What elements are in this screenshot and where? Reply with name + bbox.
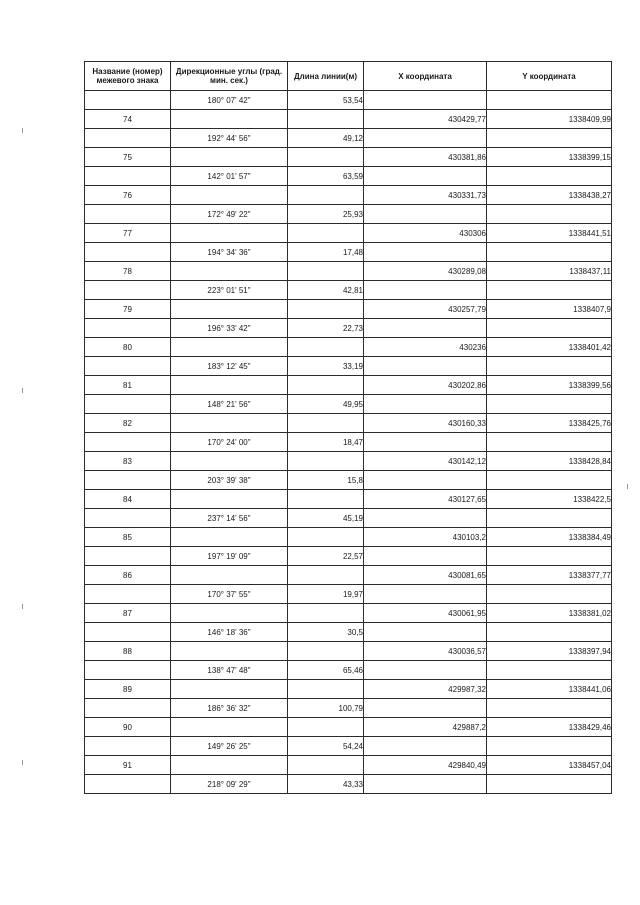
line-length-cell: 42,81 xyxy=(288,281,364,300)
line-length-cell xyxy=(288,414,364,433)
line-length-cell: 100,79 xyxy=(288,699,364,718)
line-length-cell xyxy=(288,452,364,471)
point-name-cell: 78 xyxy=(85,262,171,281)
line-length-cell xyxy=(288,604,364,623)
x-coordinate-cell xyxy=(364,281,487,300)
line-length-cell: 22,57 xyxy=(288,547,364,566)
y-coordinate-cell xyxy=(487,737,612,756)
point-row xyxy=(85,680,612,699)
y-coordinate-cell xyxy=(487,509,612,528)
direction-angle-cell: 192° 44' 56" xyxy=(171,129,288,148)
line-length-cell xyxy=(288,756,364,775)
segment-row xyxy=(85,205,612,224)
point-name-cell xyxy=(85,509,171,528)
direction-angle-cell xyxy=(171,756,288,775)
line-length-cell xyxy=(288,642,364,661)
segment-row xyxy=(85,357,612,376)
point-row xyxy=(85,604,612,623)
line-length-cell xyxy=(288,110,364,129)
point-name-cell xyxy=(85,661,171,680)
direction-angle-cell xyxy=(171,604,288,623)
x-coordinate-cell: 430236 xyxy=(364,338,487,357)
y-coordinate-cell: 1338401,42 xyxy=(487,338,612,357)
x-coordinate-cell: 430331,73 xyxy=(364,186,487,205)
scan-mark xyxy=(22,760,23,765)
point-name-cell: 85 xyxy=(85,528,171,547)
y-coordinate-cell xyxy=(487,775,612,794)
y-coordinate-cell: 1338438,27 xyxy=(487,186,612,205)
y-coordinate-cell xyxy=(487,547,612,566)
direction-angle-cell xyxy=(171,642,288,661)
point-name-cell: 76 xyxy=(85,186,171,205)
direction-angle-cell xyxy=(171,452,288,471)
direction-angle-cell: 237° 14' 56" xyxy=(171,509,288,528)
point-row xyxy=(85,528,612,547)
direction-angle-cell xyxy=(171,490,288,509)
direction-angle-cell xyxy=(171,528,288,547)
direction-angle-cell: 186° 36' 32" xyxy=(171,699,288,718)
direction-angle-cell: 196° 33' 42" xyxy=(171,319,288,338)
y-coordinate-cell xyxy=(487,471,612,490)
direction-angle-cell: 203° 39' 38" xyxy=(171,471,288,490)
line-length-cell: 45,19 xyxy=(288,509,364,528)
x-coordinate-cell: 430036,57 xyxy=(364,642,487,661)
direction-angle-cell: 142° 01' 57" xyxy=(171,167,288,186)
point-name-cell xyxy=(85,205,171,224)
point-name-cell: 86 xyxy=(85,566,171,585)
y-coordinate-cell: 1338429,46 xyxy=(487,718,612,737)
line-length-cell: 49,12 xyxy=(288,129,364,148)
direction-angle-cell: 180° 07' 42" xyxy=(171,91,288,110)
point-row xyxy=(85,376,612,395)
y-coordinate-cell xyxy=(487,243,612,262)
point-name-cell xyxy=(85,281,171,300)
direction-angle-cell xyxy=(171,376,288,395)
point-name-cell xyxy=(85,775,171,794)
point-row xyxy=(85,338,612,357)
line-length-cell xyxy=(288,528,364,547)
point-row xyxy=(85,262,612,281)
segment-row xyxy=(85,91,612,110)
x-coordinate-cell xyxy=(364,357,487,376)
point-row xyxy=(85,756,612,775)
x-coordinate-cell: 430127,65 xyxy=(364,490,487,509)
line-length-cell: 30,5 xyxy=(288,623,364,642)
point-name-cell xyxy=(85,585,171,604)
point-name-cell: 82 xyxy=(85,414,171,433)
y-coordinate-cell: 1338399,56 xyxy=(487,376,612,395)
point-name-cell xyxy=(85,547,171,566)
x-coordinate-cell xyxy=(364,775,487,794)
line-length-cell: 25,93 xyxy=(288,205,364,224)
header-x-coordinate: X координата xyxy=(364,62,487,91)
line-length-cell: 43,33 xyxy=(288,775,364,794)
point-name-cell: 89 xyxy=(85,680,171,699)
direction-angle-cell xyxy=(171,414,288,433)
line-length-cell xyxy=(288,718,364,737)
direction-angle-cell xyxy=(171,300,288,319)
segment-row xyxy=(85,319,612,338)
point-name-cell: 83 xyxy=(85,452,171,471)
y-coordinate-cell: 1338381,02 xyxy=(487,604,612,623)
point-name-cell: 91 xyxy=(85,756,171,775)
point-row xyxy=(85,718,612,737)
header-line-length: Длина линии(м) xyxy=(288,62,364,91)
point-name-cell: 90 xyxy=(85,718,171,737)
segment-row xyxy=(85,737,612,756)
segment-row xyxy=(85,699,612,718)
direction-angle-cell: 223° 01' 51" xyxy=(171,281,288,300)
point-name-cell xyxy=(85,699,171,718)
segment-row xyxy=(85,433,612,452)
y-coordinate-cell: 1338441,06 xyxy=(487,680,612,699)
direction-angle-cell xyxy=(171,110,288,129)
point-name-cell xyxy=(85,167,171,186)
y-coordinate-cell: 1338384,49 xyxy=(487,528,612,547)
x-coordinate-cell: 430160,33 xyxy=(364,414,487,433)
direction-angle-cell: 170° 24' 00" xyxy=(171,433,288,452)
table-body xyxy=(85,91,612,794)
table-header-row xyxy=(85,62,612,91)
direction-angle-cell: 146° 18' 36" xyxy=(171,623,288,642)
y-coordinate-cell: 1338441,51 xyxy=(487,224,612,243)
line-length-cell: 17,48 xyxy=(288,243,364,262)
point-name-cell xyxy=(85,357,171,376)
direction-angle-cell: 194° 34' 36" xyxy=(171,243,288,262)
line-length-cell: 19,97 xyxy=(288,585,364,604)
line-length-cell xyxy=(288,224,364,243)
segment-row xyxy=(85,547,612,566)
header-direction-angle: Дирекционные углы (град. мин. сек.) xyxy=(171,62,288,91)
y-coordinate-cell xyxy=(487,281,612,300)
scan-mark xyxy=(22,388,23,393)
x-coordinate-cell xyxy=(364,623,487,642)
line-length-cell: 15,8 xyxy=(288,471,364,490)
segment-row xyxy=(85,509,612,528)
point-name-cell xyxy=(85,623,171,642)
x-coordinate-cell: 430289,08 xyxy=(364,262,487,281)
line-length-cell: 18,47 xyxy=(288,433,364,452)
point-name-cell xyxy=(85,433,171,452)
y-coordinate-cell xyxy=(487,623,612,642)
point-name-cell: 88 xyxy=(85,642,171,661)
x-coordinate-cell xyxy=(364,471,487,490)
x-coordinate-cell xyxy=(364,395,487,414)
direction-angle-cell xyxy=(171,566,288,585)
y-coordinate-cell: 1338437,11 xyxy=(487,262,612,281)
x-coordinate-cell xyxy=(364,547,487,566)
segment-row xyxy=(85,623,612,642)
line-length-cell: 65,46 xyxy=(288,661,364,680)
point-row xyxy=(85,490,612,509)
x-coordinate-cell: 430103,2 xyxy=(364,528,487,547)
y-coordinate-cell: 1338399,15 xyxy=(487,148,612,167)
y-coordinate-cell: 1338407,9 xyxy=(487,300,612,319)
direction-angle-cell: 197° 19' 09" xyxy=(171,547,288,566)
line-length-cell: 54,24 xyxy=(288,737,364,756)
y-coordinate-cell xyxy=(487,91,612,110)
boundary-points-table xyxy=(84,61,612,794)
point-name-cell: 75 xyxy=(85,148,171,167)
line-length-cell xyxy=(288,566,364,585)
point-row xyxy=(85,642,612,661)
y-coordinate-cell xyxy=(487,699,612,718)
y-coordinate-cell xyxy=(487,585,612,604)
x-coordinate-cell: 430142,12 xyxy=(364,452,487,471)
segment-row xyxy=(85,471,612,490)
point-row xyxy=(85,224,612,243)
y-coordinate-cell xyxy=(487,433,612,452)
segment-row xyxy=(85,775,612,794)
direction-angle-cell xyxy=(171,262,288,281)
y-coordinate-cell: 1338377,77 xyxy=(487,566,612,585)
direction-angle-cell: 149° 26' 25" xyxy=(171,737,288,756)
x-coordinate-cell: 430257,79 xyxy=(364,300,487,319)
segment-row xyxy=(85,281,612,300)
direction-angle-cell xyxy=(171,718,288,737)
segment-row xyxy=(85,395,612,414)
point-name-cell: 81 xyxy=(85,376,171,395)
point-name-cell xyxy=(85,129,171,148)
line-length-cell xyxy=(288,148,364,167)
direction-angle-cell xyxy=(171,224,288,243)
line-length-cell xyxy=(288,680,364,699)
point-name-cell xyxy=(85,243,171,262)
point-row xyxy=(85,452,612,471)
point-name-cell: 77 xyxy=(85,224,171,243)
line-length-cell: 53,54 xyxy=(288,91,364,110)
line-length-cell xyxy=(288,186,364,205)
scan-mark xyxy=(22,604,23,609)
y-coordinate-cell: 1338457,04 xyxy=(487,756,612,775)
point-name-cell: 80 xyxy=(85,338,171,357)
x-coordinate-cell xyxy=(364,661,487,680)
x-coordinate-cell xyxy=(364,585,487,604)
x-coordinate-cell: 429987,32 xyxy=(364,680,487,699)
line-length-cell xyxy=(288,338,364,357)
y-coordinate-cell xyxy=(487,395,612,414)
scan-mark xyxy=(627,484,628,489)
point-row xyxy=(85,110,612,129)
y-coordinate-cell xyxy=(487,357,612,376)
x-coordinate-cell xyxy=(364,205,487,224)
y-coordinate-cell: 1338428,84 xyxy=(487,452,612,471)
x-coordinate-cell: 429840,49 xyxy=(364,756,487,775)
x-coordinate-cell: 430081,65 xyxy=(364,566,487,585)
point-name-cell xyxy=(85,471,171,490)
header-point-name: Название (номер) межевого знака xyxy=(85,62,171,91)
line-length-cell xyxy=(288,376,364,395)
x-coordinate-cell xyxy=(364,243,487,262)
y-coordinate-cell: 1338397,94 xyxy=(487,642,612,661)
point-name-cell xyxy=(85,737,171,756)
point-name-cell xyxy=(85,91,171,110)
direction-angle-cell: 183° 12' 45" xyxy=(171,357,288,376)
x-coordinate-cell xyxy=(364,319,487,338)
x-coordinate-cell: 430061,95 xyxy=(364,604,487,623)
point-name-cell xyxy=(85,319,171,338)
direction-angle-cell xyxy=(171,338,288,357)
x-coordinate-cell: 430429,77 xyxy=(364,110,487,129)
y-coordinate-cell xyxy=(487,129,612,148)
point-name-cell: 79 xyxy=(85,300,171,319)
y-coordinate-cell xyxy=(487,167,612,186)
direction-angle-cell xyxy=(171,186,288,205)
direction-angle-cell xyxy=(171,680,288,699)
direction-angle-cell: 170° 37' 55" xyxy=(171,585,288,604)
point-row xyxy=(85,566,612,585)
line-length-cell: 22,73 xyxy=(288,319,364,338)
scan-mark xyxy=(22,128,23,133)
point-name-cell: 74 xyxy=(85,110,171,129)
direction-angle-cell: 138° 47' 48" xyxy=(171,661,288,680)
x-coordinate-cell: 429887,2 xyxy=(364,718,487,737)
y-coordinate-cell xyxy=(487,319,612,338)
point-name-cell: 84 xyxy=(85,490,171,509)
line-length-cell xyxy=(288,490,364,509)
segment-row xyxy=(85,585,612,604)
line-length-cell xyxy=(288,262,364,281)
segment-row xyxy=(85,129,612,148)
line-length-cell: 33,19 xyxy=(288,357,364,376)
direction-angle-cell: 172° 49' 22" xyxy=(171,205,288,224)
point-row xyxy=(85,414,612,433)
segment-row xyxy=(85,167,612,186)
segment-row xyxy=(85,661,612,680)
x-coordinate-cell xyxy=(364,91,487,110)
point-row xyxy=(85,186,612,205)
direction-angle-cell xyxy=(171,148,288,167)
x-coordinate-cell xyxy=(364,167,487,186)
point-name-cell: 87 xyxy=(85,604,171,623)
point-row xyxy=(85,300,612,319)
x-coordinate-cell: 430202,86 xyxy=(364,376,487,395)
y-coordinate-cell xyxy=(487,205,612,224)
direction-angle-cell: 148° 21' 56" xyxy=(171,395,288,414)
header-y-coordinate: Y координата xyxy=(487,62,612,91)
x-coordinate-cell: 430381,86 xyxy=(364,148,487,167)
segment-row xyxy=(85,243,612,262)
x-coordinate-cell xyxy=(364,699,487,718)
x-coordinate-cell: 430306 xyxy=(364,224,487,243)
point-row xyxy=(85,148,612,167)
line-length-cell xyxy=(288,300,364,319)
y-coordinate-cell: 1338425,76 xyxy=(487,414,612,433)
y-coordinate-cell: 1338409,99 xyxy=(487,110,612,129)
x-coordinate-cell xyxy=(364,509,487,528)
y-coordinate-cell: 1338422,5 xyxy=(487,490,612,509)
x-coordinate-cell xyxy=(364,129,487,148)
point-name-cell xyxy=(85,395,171,414)
x-coordinate-cell xyxy=(364,737,487,756)
y-coordinate-cell xyxy=(487,661,612,680)
direction-angle-cell: 218° 09' 29" xyxy=(171,775,288,794)
x-coordinate-cell xyxy=(364,433,487,452)
line-length-cell: 63,59 xyxy=(288,167,364,186)
line-length-cell: 49,95 xyxy=(288,395,364,414)
